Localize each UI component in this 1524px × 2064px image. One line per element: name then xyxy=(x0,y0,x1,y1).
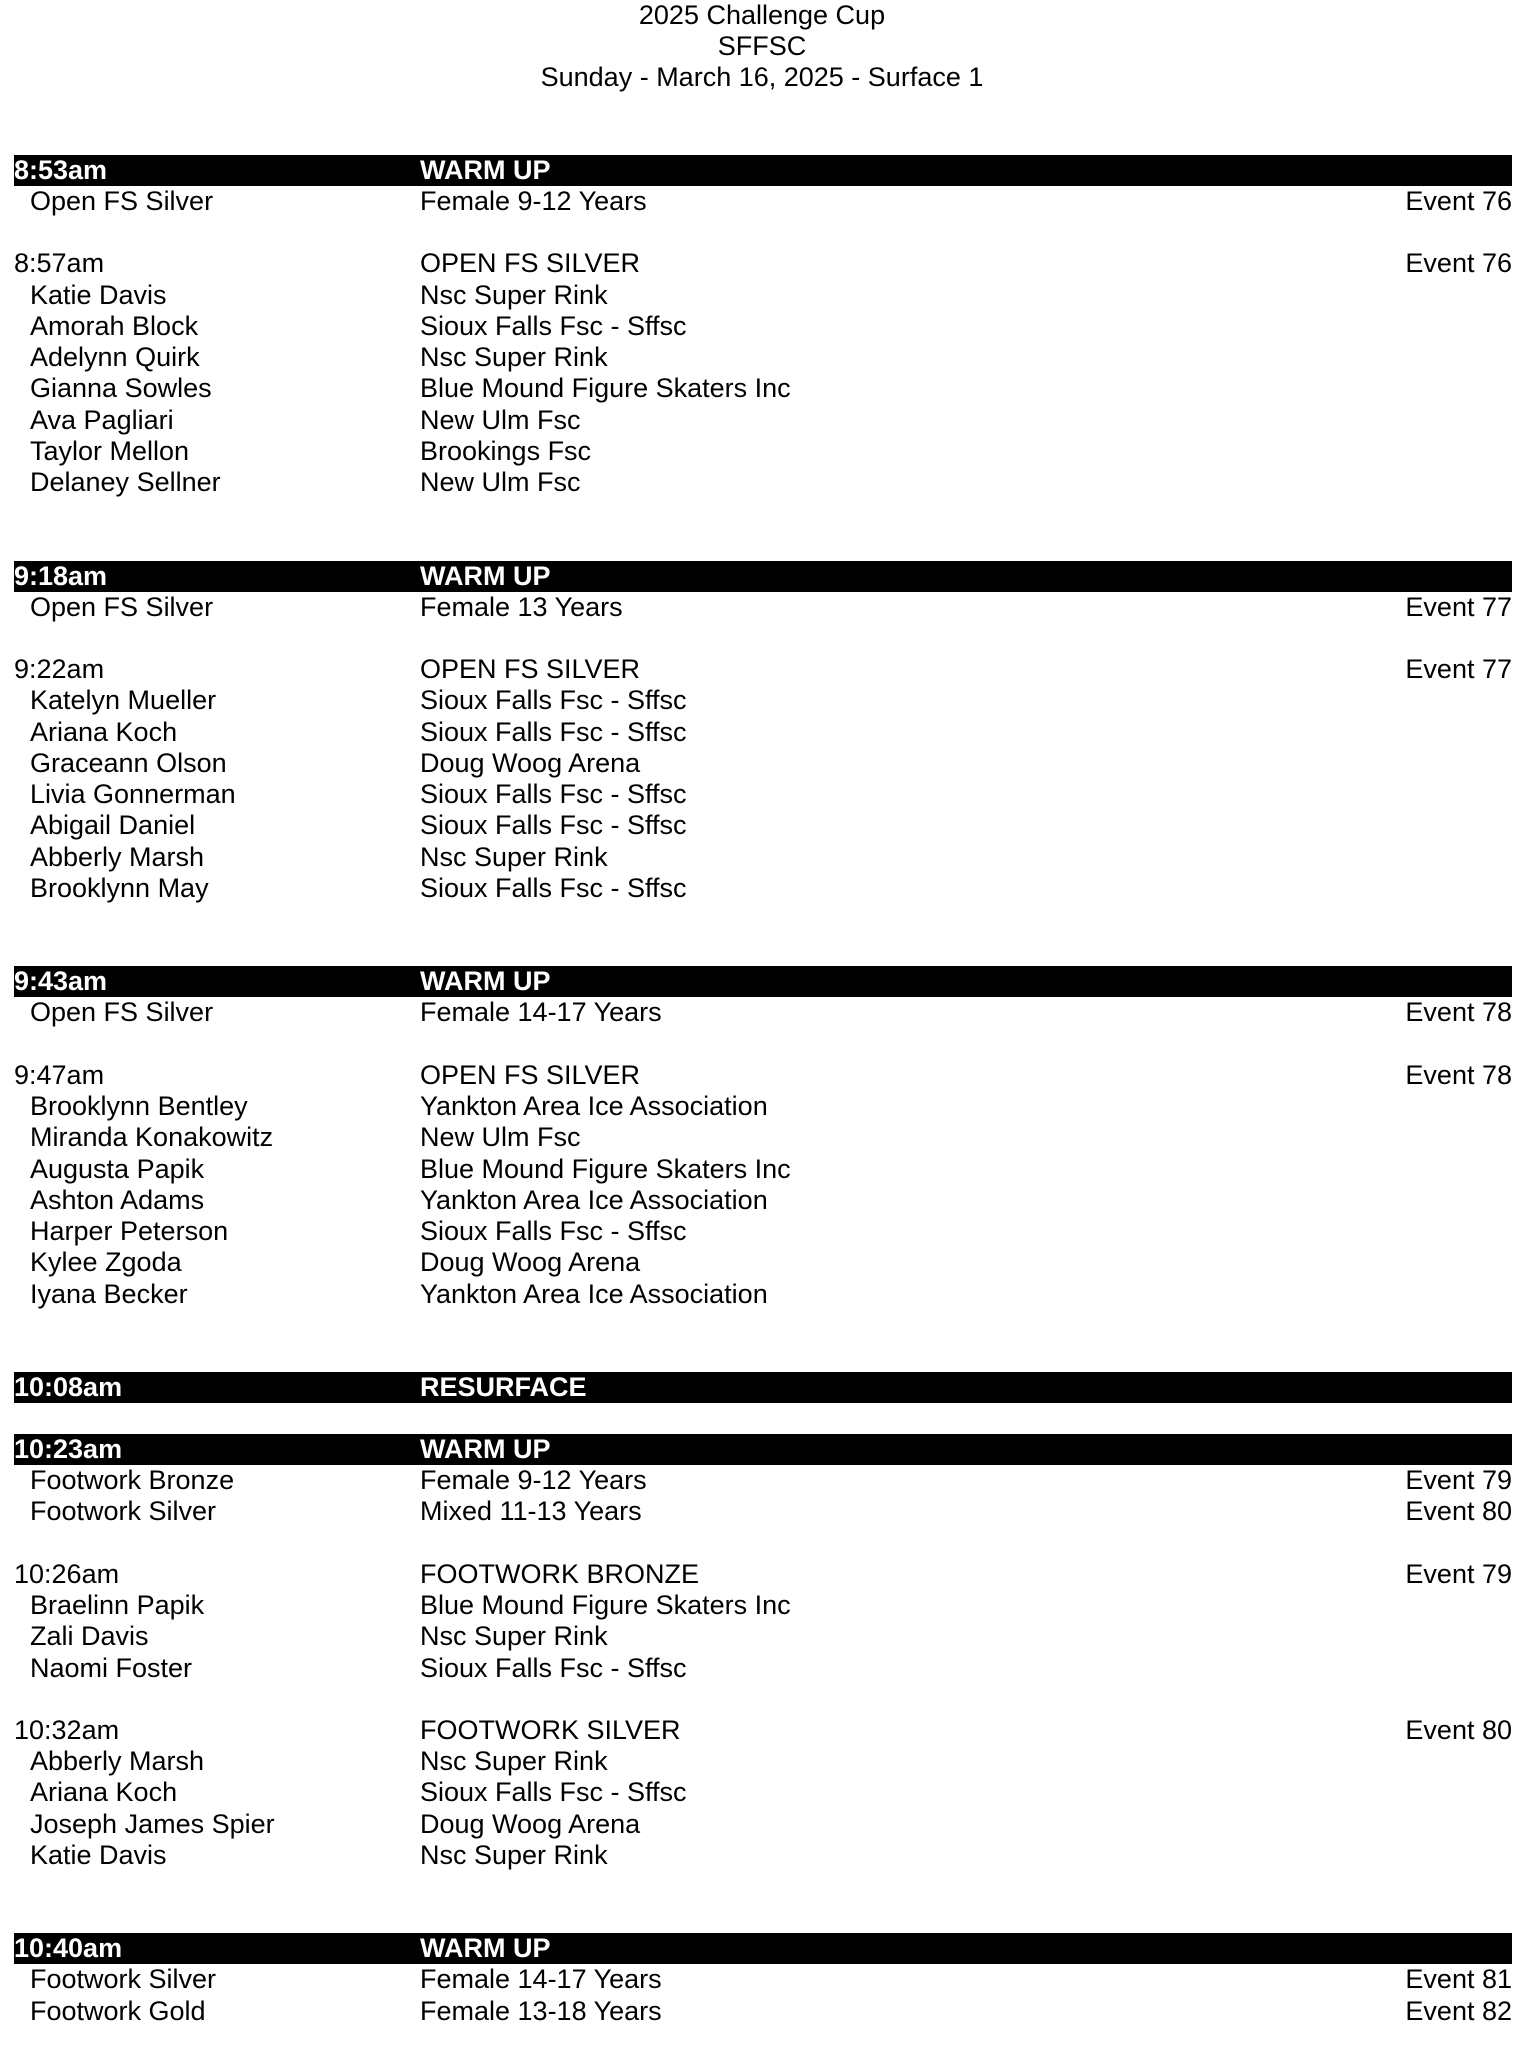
warmup-discipline: Open FS Silver xyxy=(30,997,214,1028)
warmup-row xyxy=(14,186,1512,217)
session-label: WARM UP xyxy=(420,966,551,997)
skater-club: Sioux Falls Fsc - Sffsc xyxy=(420,1777,687,1808)
warmup-category: Female 14-17 Years xyxy=(420,997,662,1028)
group-header-row xyxy=(14,1559,1512,1590)
page-header xyxy=(0,0,1524,93)
skater-club: Doug Woog Arena xyxy=(420,1247,641,1278)
session-bar xyxy=(14,966,1512,997)
warmup-discipline: Footwork Gold xyxy=(30,1995,206,2026)
skater-club: Nsc Super Rink xyxy=(420,279,608,310)
session-label: WARM UP xyxy=(420,560,551,591)
skater-name: Harper Peterson xyxy=(30,1216,229,1247)
skater-row xyxy=(14,1621,1512,1652)
group-header-row xyxy=(14,1715,1512,1746)
session-time: 10:40am xyxy=(14,1933,123,1964)
skater-club: Blue Mound Figure Skaters Inc xyxy=(420,1589,791,1620)
group-event: Event 78 xyxy=(1405,1059,1512,1090)
warmup-discipline: Footwork Silver xyxy=(30,1964,217,1995)
skater-row xyxy=(14,311,1512,342)
group-event: Event 80 xyxy=(1405,1714,1512,1745)
skater-name: Adelynn Quirk xyxy=(30,342,200,373)
warmup-discipline: Open FS Silver xyxy=(30,591,214,622)
skater-name: Naomi Foster xyxy=(30,1652,193,1683)
warmup-row xyxy=(14,1964,1512,1995)
skater-name: Taylor Mellon xyxy=(30,436,190,467)
skater-name: Brooklynn Bentley xyxy=(30,1090,248,1121)
skater-club: Sioux Falls Fsc - Sffsc xyxy=(420,716,687,747)
skater-club: Doug Woog Arena xyxy=(420,747,641,778)
warmup-row xyxy=(14,1465,1512,1496)
skater-club: Yankton Area Ice Association xyxy=(420,1278,768,1309)
group-title: FOOTWORK SILVER xyxy=(420,1714,681,1745)
skater-row xyxy=(14,748,1512,779)
warmup-category: Female 9-12 Years xyxy=(420,1465,647,1496)
skater-name: Delaney Sellner xyxy=(30,467,221,498)
skater-name: Graceann Olson xyxy=(30,747,227,778)
skater-row xyxy=(14,779,1512,810)
skater-club: Doug Woog Arena xyxy=(420,1808,641,1839)
warmup-row xyxy=(14,1496,1512,1527)
session-time: 10:08am xyxy=(14,1372,123,1403)
skater-name: Iyana Becker xyxy=(30,1278,188,1309)
group-header-row xyxy=(14,1060,1512,1091)
warmup-discipline: Footwork Silver xyxy=(30,1496,217,1527)
group-event: Event 76 xyxy=(1405,248,1512,279)
skater-club: Nsc Super Rink xyxy=(420,1746,608,1777)
skater-club: Sioux Falls Fsc - Sffsc xyxy=(420,1216,687,1247)
skater-row xyxy=(14,436,1512,467)
skater-club: Yankton Area Ice Association xyxy=(420,1184,768,1215)
skater-row xyxy=(14,1185,1512,1216)
skater-club: Sioux Falls Fsc - Sffsc xyxy=(420,310,687,341)
skater-club: Nsc Super Rink xyxy=(420,1621,608,1652)
skater-name: Miranda Konakowitz xyxy=(30,1122,274,1153)
skater-club: Sioux Falls Fsc - Sffsc xyxy=(420,810,687,841)
host-club: SFFSC xyxy=(717,31,807,61)
warmup-discipline: Footwork Bronze xyxy=(30,1465,235,1496)
skater-name: Zali Davis xyxy=(30,1621,149,1652)
session-label: RESURFACE xyxy=(420,1372,587,1403)
session-label: WARM UP xyxy=(420,1434,551,1465)
warmup-event: Event 80 xyxy=(1405,1496,1512,1527)
skater-club: New Ulm Fsc xyxy=(420,467,581,498)
skater-name: Abigail Daniel xyxy=(30,810,196,841)
skater-club: Sioux Falls Fsc - Sffsc xyxy=(420,779,687,810)
warmup-event: Event 81 xyxy=(1405,1964,1512,1995)
skater-name: Ariana Koch xyxy=(30,1777,178,1808)
skater-row xyxy=(14,842,1512,873)
skater-name: Kylee Zgoda xyxy=(30,1247,182,1278)
skater-row xyxy=(14,1279,1512,1310)
group-start-time: 9:22am xyxy=(14,653,105,684)
spacer xyxy=(14,1684,1512,1715)
skater-name: Ashton Adams xyxy=(30,1184,205,1215)
skater-name: Abberly Marsh xyxy=(30,1746,205,1777)
skater-club: Nsc Super Rink xyxy=(420,342,608,373)
session-time: 9:43am xyxy=(14,966,108,997)
skater-row xyxy=(14,1653,1512,1684)
spacer xyxy=(14,623,1512,654)
skater-club: New Ulm Fsc xyxy=(420,1122,581,1153)
spacer xyxy=(14,904,1512,966)
warmup-event: Event 82 xyxy=(1405,1995,1512,2026)
skater-row xyxy=(14,810,1512,841)
session-bar xyxy=(14,1372,1512,1403)
skater-row xyxy=(14,280,1512,311)
skater-row xyxy=(14,717,1512,748)
skater-name: Gianna Sowles xyxy=(30,373,212,404)
skater-row xyxy=(14,1216,1512,1247)
skater-row xyxy=(14,1746,1512,1777)
skater-row xyxy=(14,1091,1512,1122)
skater-name: Joseph James Spier xyxy=(30,1808,275,1839)
skater-name: Ariana Koch xyxy=(30,716,178,747)
warmup-discipline: Open FS Silver xyxy=(30,186,214,216)
group-title: OPEN FS SILVER xyxy=(420,1059,641,1090)
skater-name: Augusta Papik xyxy=(30,1153,205,1184)
skater-club: Nsc Super Rink xyxy=(420,1839,608,1870)
session-time: 10:23am xyxy=(14,1434,123,1465)
spacer xyxy=(14,1871,1512,1933)
group-start-time: 8:57am xyxy=(14,248,105,279)
warmup-event: Event 79 xyxy=(1405,1465,1512,1496)
spacer xyxy=(14,499,1512,561)
skater-club: Blue Mound Figure Skaters Inc xyxy=(420,373,791,404)
group-start-time: 9:47am xyxy=(14,1059,105,1090)
warmup-event: Event 77 xyxy=(1405,591,1512,622)
skater-row xyxy=(14,873,1512,904)
skater-name: Katie Davis xyxy=(30,279,167,310)
warmup-category: Female 14-17 Years xyxy=(420,1964,662,1995)
spacer xyxy=(14,1029,1512,1060)
skater-club: New Ulm Fsc xyxy=(420,404,581,435)
schedule xyxy=(14,155,1512,2027)
spacer xyxy=(14,217,1512,248)
skater-name: Amorah Block xyxy=(30,310,199,341)
session-bar xyxy=(14,1933,1512,1964)
skater-row xyxy=(14,1247,1512,1278)
skater-row xyxy=(14,1777,1512,1808)
group-start-time: 10:26am xyxy=(14,1558,120,1589)
spacer xyxy=(14,1528,1512,1559)
warmup-row xyxy=(14,592,1512,623)
group-start-time: 10:32am xyxy=(14,1714,120,1745)
session-label: WARM UP xyxy=(420,155,551,185)
session-label: WARM UP xyxy=(420,1933,551,1964)
skater-name: Abberly Marsh xyxy=(30,841,205,872)
skater-club: Blue Mound Figure Skaters Inc xyxy=(420,1153,791,1184)
competition-title: 2025 Challenge Cup xyxy=(638,0,886,30)
group-header-row xyxy=(14,654,1512,685)
warmup-event: Event 78 xyxy=(1405,997,1512,1028)
skater-row xyxy=(14,373,1512,404)
group-title: OPEN FS SILVER xyxy=(420,248,641,279)
spacer xyxy=(14,1403,1512,1434)
date-surface-line: Sunday - March 16, 2025 - Surface 1 xyxy=(540,62,984,92)
skater-row xyxy=(14,467,1512,498)
warmup-category: Female 13-18 Years xyxy=(420,1995,662,2026)
group-event: Event 77 xyxy=(1405,653,1512,684)
skater-row xyxy=(14,1840,1512,1871)
warmup-row xyxy=(14,1996,1512,2027)
warmup-category: Mixed 11-13 Years xyxy=(420,1496,642,1527)
skater-row xyxy=(14,405,1512,436)
skater-row xyxy=(14,1590,1512,1621)
skater-name: Brooklynn May xyxy=(30,873,209,904)
skater-row xyxy=(14,342,1512,373)
skater-club: Nsc Super Rink xyxy=(420,841,608,872)
session-time: 8:53am xyxy=(14,155,108,185)
session-bar xyxy=(14,561,1512,592)
skater-club: Sioux Falls Fsc - Sffsc xyxy=(420,685,687,716)
skater-name: Katelyn Mueller xyxy=(30,685,217,716)
warmup-category: Female 13 Years xyxy=(420,591,623,622)
skater-name: Braelinn Papik xyxy=(30,1589,205,1620)
skater-row xyxy=(14,1809,1512,1840)
session-time: 9:18am xyxy=(14,560,108,591)
session-bar xyxy=(14,1434,1512,1465)
skater-club: Yankton Area Ice Association xyxy=(420,1090,768,1121)
spacer xyxy=(14,1310,1512,1372)
skater-row xyxy=(14,685,1512,716)
skater-name: Katie Davis xyxy=(30,1839,167,1870)
skater-club: Sioux Falls Fsc - Sffsc xyxy=(420,1652,687,1683)
session-bar xyxy=(14,155,1512,186)
skater-club: Brookings Fsc xyxy=(420,436,592,467)
group-header-row xyxy=(14,248,1512,279)
skater-club: Sioux Falls Fsc - Sffsc xyxy=(420,873,687,904)
group-title: FOOTWORK BRONZE xyxy=(420,1558,699,1589)
skater-row xyxy=(14,1154,1512,1185)
warmup-event: Event 76 xyxy=(1405,186,1512,216)
group-title: OPEN FS SILVER xyxy=(420,653,641,684)
skater-name: Livia Gonnerman xyxy=(30,779,236,810)
group-event: Event 79 xyxy=(1405,1558,1512,1589)
skater-name: Ava Pagliari xyxy=(30,404,174,435)
skater-row xyxy=(14,1122,1512,1153)
warmup-row xyxy=(14,997,1512,1028)
warmup-category: Female 9-12 Years xyxy=(420,186,647,216)
